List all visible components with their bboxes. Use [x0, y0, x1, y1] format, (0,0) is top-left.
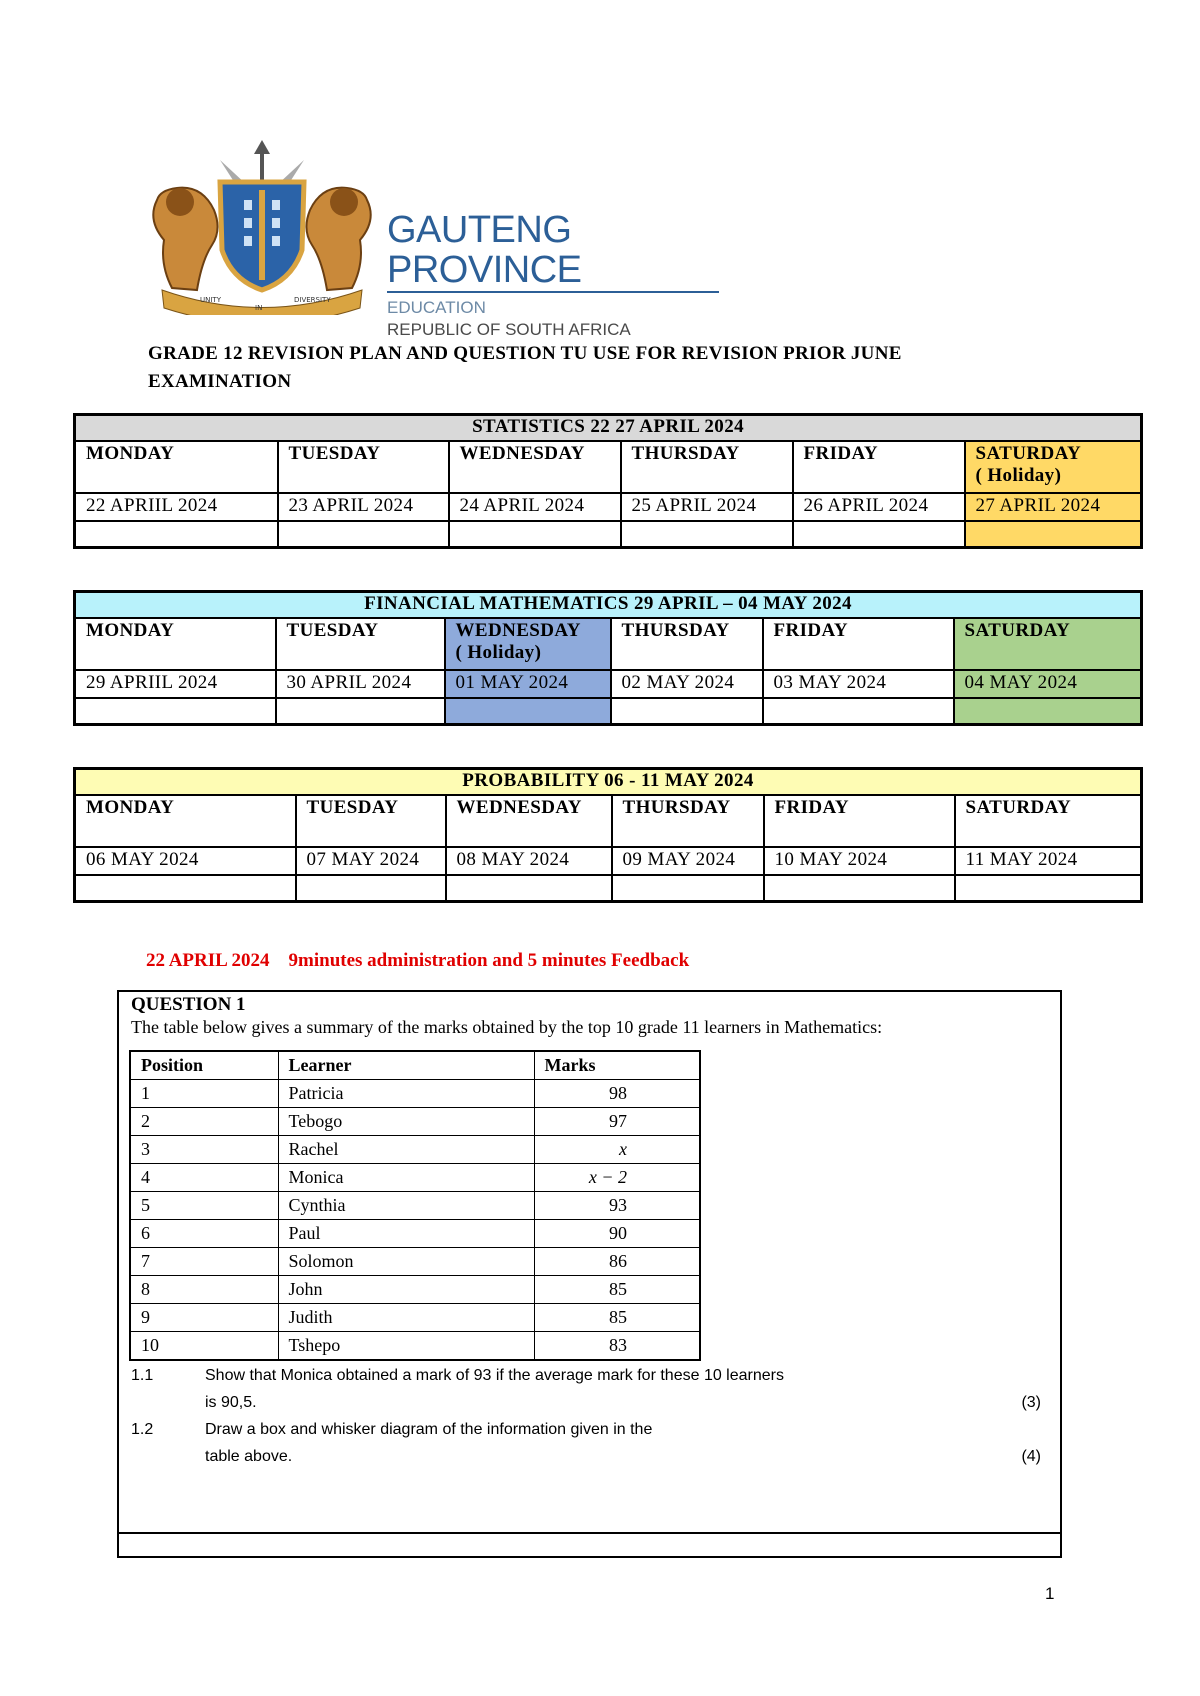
- fin-date-friday: 03 MAY 2024: [763, 670, 954, 698]
- cell-marks: 93: [534, 1192, 700, 1220]
- prob-date-thursday: 09 MAY 2024: [612, 847, 764, 875]
- prob-date-monday: 06 MAY 2024: [75, 847, 296, 875]
- cell-position: 10: [130, 1332, 278, 1361]
- prob-blank-cell: [75, 875, 296, 902]
- cell-marks: 90: [534, 1220, 700, 1248]
- cell-position: 9: [130, 1304, 278, 1332]
- stats-blank-cell: [621, 521, 793, 548]
- logo-department: EDUCATION: [387, 298, 486, 317]
- table-row: [130, 1248, 700, 1276]
- stats-date-thursday: 25 APRIL 2024: [621, 493, 793, 521]
- stats-day-wednesday: WEDNESDAY: [449, 441, 621, 493]
- table-row: [130, 1220, 700, 1248]
- cell-marks: 85: [534, 1276, 700, 1304]
- cell-learner: Cynthia: [278, 1192, 534, 1220]
- financial-schedule-table: [73, 590, 1143, 726]
- col-header-position: Position: [130, 1051, 278, 1080]
- prob-blank-cell: [955, 875, 1142, 902]
- fin-blank-cell: [954, 698, 1142, 725]
- cell-learner: Solomon: [278, 1248, 534, 1276]
- q1-2-text: [205, 1416, 925, 1470]
- stats-blank-cell: [278, 521, 449, 548]
- stats-day-saturday: [965, 441, 1142, 493]
- fin-day-wednesday: [445, 618, 611, 670]
- cell-position: 2: [130, 1108, 278, 1136]
- stats-date-monday: 22 APRIIL 2024: [75, 493, 278, 521]
- stats-day-tuesday: TUESDAY: [278, 441, 449, 493]
- cell-position: 8: [130, 1276, 278, 1304]
- statistics-header: STATISTICS 22 27 APRIL 2024: [75, 415, 1142, 442]
- logo-divider: [387, 291, 719, 293]
- coat-of-arms-icon: [142, 140, 382, 315]
- q1-1-marks: (3): [1021, 1394, 1041, 1411]
- fin-blank-cell: [276, 698, 445, 725]
- fin-day-thursday: THURSDAY: [611, 618, 763, 670]
- cell-marks: x − 2: [534, 1164, 700, 1192]
- cell-position: 6: [130, 1220, 278, 1248]
- q1-2-marks: (4): [1021, 1448, 1041, 1465]
- question-box: [117, 990, 1062, 1558]
- prob-date-saturday: 11 MAY 2024: [955, 847, 1142, 875]
- svg-text:UNITY: UNITY: [200, 296, 221, 304]
- cell-learner: Patricia: [278, 1080, 534, 1108]
- financial-header: FINANCIAL MATHEMATICS 29 APRIL – 04 MAY 2024: [75, 592, 1142, 619]
- q1-1-line-2: is 90,5.: [205, 1394, 257, 1411]
- fin-date-thursday: 02 MAY 2024: [611, 670, 763, 698]
- fin-blank-cell: [611, 698, 763, 725]
- cell-marks: 97: [534, 1108, 700, 1136]
- q1-1-number: 1.1: [131, 1367, 154, 1384]
- prob-day-wednesday: WEDNESDAY: [446, 795, 612, 847]
- fin-date-tuesday: 30 APRIL 2024: [276, 670, 445, 698]
- probability-header: PROBABILITY 06 - 11 MAY 2024: [75, 769, 1142, 796]
- fin-day-friday: FRIDAY: [763, 618, 954, 670]
- table-row: [130, 1136, 700, 1164]
- cell-marks: 98: [534, 1080, 700, 1108]
- marks-table: [129, 1050, 701, 1361]
- table-row: [130, 1108, 700, 1136]
- prob-day-thursday: THURSDAY: [612, 795, 764, 847]
- prob-day-tuesday: TUESDAY: [296, 795, 446, 847]
- svg-text:DIVERSITY: DIVERSITY: [294, 296, 331, 304]
- stats-blank-cell: [75, 521, 278, 548]
- session-date: 22 APRIL 2024: [146, 950, 270, 971]
- prob-blank-cell: [612, 875, 764, 902]
- page-number: 1: [1045, 1584, 1055, 1603]
- table-row: [130, 1164, 700, 1192]
- prob-date-tuesday: 07 MAY 2024: [296, 847, 446, 875]
- cell-learner: Rachel: [278, 1136, 534, 1164]
- stats-day-friday: FRIDAY: [793, 441, 965, 493]
- probability-schedule-table: [73, 767, 1143, 903]
- page-title-line-1: GRADE 12 REVISION PLAN AND QUESTION TU USE FOR REVISION PRIOR JUNE: [148, 343, 902, 364]
- cell-learner: John: [278, 1276, 534, 1304]
- svg-text:IN: IN: [255, 304, 263, 312]
- fin-date-saturday: 04 MAY 2024: [954, 670, 1142, 698]
- stats-date-tuesday: 23 APRIL 2024: [278, 493, 449, 521]
- cell-marks: 86: [534, 1248, 700, 1276]
- cell-marks: 83: [534, 1332, 700, 1361]
- gauteng-logo: [142, 140, 722, 339]
- stats-date-saturday: 27 APRIL 2024: [965, 493, 1142, 521]
- stats-saturday-holiday-note: ( Holiday): [975, 465, 1062, 486]
- session-details: 9minutes administration and 5 minutes Feedback: [288, 950, 690, 971]
- question-1-2: [131, 1416, 1051, 1470]
- fin-day-tuesday: TUESDAY: [276, 618, 445, 670]
- col-header-learner: Learner: [278, 1051, 534, 1080]
- stats-date-friday: 26 APRIL 2024: [793, 493, 965, 521]
- cell-marks: x: [534, 1136, 700, 1164]
- prob-blank-cell: [446, 875, 612, 902]
- prob-day-monday: MONDAY: [75, 795, 296, 847]
- fin-wednesday-holiday-note: ( Holiday): [455, 642, 542, 663]
- prob-blank-cell: [296, 875, 446, 902]
- cell-position: 5: [130, 1192, 278, 1220]
- session-subtitle: [146, 950, 689, 972]
- stats-day-monday: MONDAY: [75, 441, 278, 493]
- q1-1-line-1: Show that Monica obtained a mark of 93 if the average mark for these 10 learners: [205, 1367, 784, 1384]
- table-row: [130, 1304, 700, 1332]
- cell-position: 4: [130, 1164, 278, 1192]
- prob-blank-cell: [764, 875, 955, 902]
- prob-date-friday: 10 MAY 2024: [764, 847, 955, 875]
- fin-date-monday: 29 APRIIL 2024: [75, 670, 276, 698]
- cell-position: 1: [130, 1080, 278, 1108]
- stats-day-thursday: THURSDAY: [621, 441, 793, 493]
- stats-saturday-label: SATURDAY: [975, 443, 1082, 464]
- cell-position: 3: [130, 1136, 278, 1164]
- question-title: QUESTION 1: [131, 994, 246, 1015]
- table-row: [130, 1080, 700, 1108]
- prob-day-friday: FRIDAY: [764, 795, 955, 847]
- statistics-schedule-table: [73, 413, 1143, 549]
- marks-table-body: [130, 1080, 700, 1361]
- logo-country: REPUBLIC OF SOUTH AFRICA: [387, 320, 631, 339]
- fin-wednesday-label: WEDNESDAY: [455, 620, 581, 641]
- question-intro: The table below gives a summary of the marks obtained by the top 10 grade 11 learners in Mathematics:: [131, 1017, 883, 1037]
- fin-blank-cell: [445, 698, 611, 725]
- logo-text-block: [387, 210, 722, 341]
- page-title-line-2: EXAMINATION: [148, 371, 292, 392]
- prob-day-saturday: SATURDAY: [955, 795, 1142, 847]
- q1-2-number: 1.2: [131, 1421, 154, 1438]
- cell-learner: Monica: [278, 1164, 534, 1192]
- table-row: [130, 1276, 700, 1304]
- q1-1-text: [205, 1362, 925, 1416]
- stats-blank-cell: [793, 521, 965, 548]
- cell-learner: Tshepo: [278, 1332, 534, 1361]
- cell-learner: Judith: [278, 1304, 534, 1332]
- logo-title: GAUTENG PROVINCE: [387, 209, 582, 291]
- cell-learner: Paul: [278, 1220, 534, 1248]
- prob-date-wednesday: 08 MAY 2024: [446, 847, 612, 875]
- cell-marks: 85: [534, 1304, 700, 1332]
- table-row: [130, 1332, 700, 1361]
- table-row: [130, 1192, 700, 1220]
- stats-date-wednesday: 24 APRIL 2024: [449, 493, 621, 521]
- stats-blank-cell: [449, 521, 621, 548]
- marks-table-header: [130, 1051, 700, 1080]
- fin-date-wednesday: 01 MAY 2024: [445, 670, 611, 698]
- question-1-1: [131, 1362, 1051, 1416]
- fin-blank-cell: [763, 698, 954, 725]
- question-box-footer-divider: [119, 1532, 1060, 1534]
- page-title: [148, 340, 1048, 396]
- q1-2-line-1: Draw a box and whisker diagram of the information given in the: [205, 1421, 653, 1438]
- fin-day-monday: MONDAY: [75, 618, 276, 670]
- cell-position: 7: [130, 1248, 278, 1276]
- col-header-marks: Marks: [534, 1051, 700, 1080]
- fin-day-saturday: SATURDAY: [954, 618, 1142, 670]
- cell-learner: Tebogo: [278, 1108, 534, 1136]
- stats-blank-cell: [965, 521, 1142, 548]
- fin-blank-cell: [75, 698, 276, 725]
- q1-2-line-2: table above.: [205, 1448, 293, 1465]
